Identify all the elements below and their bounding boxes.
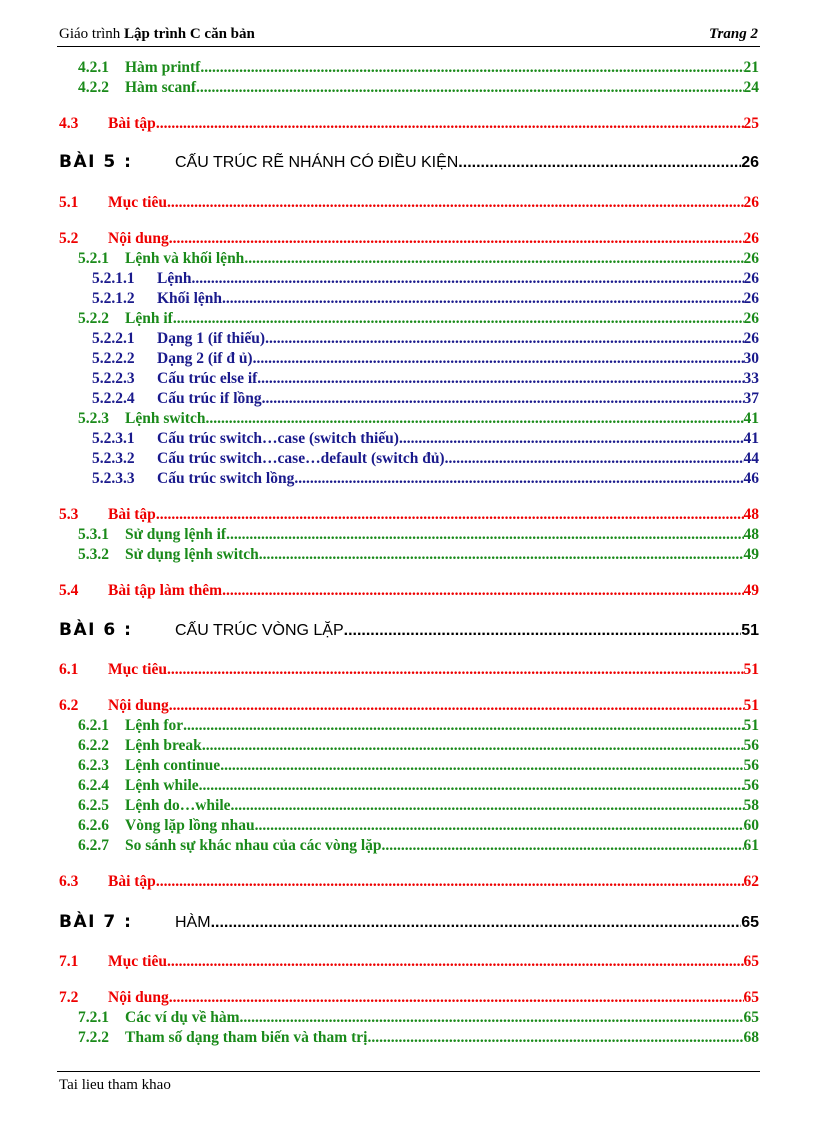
toc-entry[interactable] xyxy=(78,1008,759,1028)
toc-entry-page: 49 xyxy=(743,582,759,599)
toc-entry[interactable] xyxy=(78,836,759,856)
toc-leader-dots xyxy=(211,913,742,933)
toc-entry-page: 41 xyxy=(743,430,759,447)
toc-entry-page: 24 xyxy=(743,79,759,96)
toc-entry[interactable] xyxy=(59,660,759,680)
toc-entry[interactable] xyxy=(59,581,759,601)
toc-entry-number: 4.3 xyxy=(59,115,79,132)
toc-entry-number: 5.2.3.1 xyxy=(92,430,135,447)
toc-entry[interactable] xyxy=(78,58,759,78)
toc-entry-number: 6.2.4 xyxy=(78,777,109,794)
toc-entry-number: 5.2.2.2 xyxy=(92,350,135,367)
toc-entry-number: 6.2.1 xyxy=(78,717,109,734)
toc-entry-page: 65 xyxy=(743,989,759,1006)
toc-entry-page: 30 xyxy=(743,350,759,367)
toc-entry-title: Cấu trúc switch lồng xyxy=(157,470,295,487)
toc-entry-title: Cấu trúc switch…case…default (switch đủ) xyxy=(157,450,445,467)
toc-entry[interactable] xyxy=(78,309,759,329)
toc-entry-title: Lệnh xyxy=(157,270,192,287)
toc-entry-number: 5.2.2.1 xyxy=(92,330,135,347)
toc-entry-title: CẤU TRÚC RẼ NHÁNH CÓ ĐIỀU KIỆN xyxy=(175,154,459,171)
toc-leader-dots xyxy=(202,736,744,756)
toc-entry-page: 33 xyxy=(743,370,759,387)
toc-entry-number: 4.2.2 xyxy=(78,79,109,96)
toc-leader-dots xyxy=(200,58,743,78)
toc-entry[interactable] xyxy=(59,193,759,213)
toc-leader-dots xyxy=(458,153,741,173)
toc-entry-page: 37 xyxy=(743,390,759,407)
toc-leader-dots xyxy=(196,78,743,98)
toc-leader-dots xyxy=(169,988,744,1008)
toc-entry-page: 51 xyxy=(741,622,759,639)
toc-entry-title: Lệnh switch xyxy=(125,410,206,427)
toc-leader-dots xyxy=(183,716,743,736)
toc-entry-page: 62 xyxy=(743,873,759,890)
toc-entry[interactable] xyxy=(92,449,759,469)
toc-entry-page: 51 xyxy=(743,661,759,678)
toc-entry-page: 58 xyxy=(743,797,759,814)
toc-entry[interactable] xyxy=(59,505,759,525)
toc-entry-title: Vòng lặp lồng nhau xyxy=(125,817,255,834)
toc-entry[interactable] xyxy=(78,1028,759,1048)
toc-entry[interactable] xyxy=(92,269,759,289)
toc-entry-title: Cấu trúc if lồng xyxy=(157,390,262,407)
toc-entry-number: 7.2.1 xyxy=(78,1009,109,1026)
toc-entry-title: Tham số dạng tham biến và tham trị xyxy=(125,1029,368,1046)
toc-leader-dots xyxy=(156,505,744,525)
toc-entry-number: 5.3 xyxy=(59,506,79,523)
toc-entry-page: 48 xyxy=(743,506,759,523)
toc-entry[interactable] xyxy=(78,545,759,565)
toc-entry-title: Lệnh while xyxy=(125,777,199,794)
toc-entry-page: 60 xyxy=(743,817,759,834)
toc-entry-page: 26 xyxy=(743,290,759,307)
toc-entry[interactable] xyxy=(78,78,759,98)
toc-leader-dots xyxy=(222,581,743,601)
toc-entry-title: Lệnh for xyxy=(125,717,184,734)
toc-entry-page: 26 xyxy=(743,230,759,247)
toc-entry-title: Khối lệnh xyxy=(157,290,223,307)
toc-leader-dots xyxy=(199,776,744,796)
toc-entry-number: 5.2.1.1 xyxy=(92,270,135,287)
toc-entry[interactable] xyxy=(92,369,759,389)
toc-entry-title: Nội dung xyxy=(108,230,169,247)
toc-entry[interactable] xyxy=(59,952,759,972)
toc-entry[interactable] xyxy=(59,912,759,933)
toc-entry-number: 5.2 xyxy=(59,230,79,247)
toc-entry-number: 6.1 xyxy=(59,661,79,678)
toc-entry-number: 5.2.3.3 xyxy=(92,470,135,487)
toc-entry-page: 56 xyxy=(743,737,759,754)
toc-leader-dots xyxy=(259,545,744,565)
toc-entry-title: Nội dung xyxy=(108,989,169,1006)
toc-entry-title: Mục tiêu xyxy=(108,953,167,970)
toc-entry-page: 26 xyxy=(743,250,759,267)
toc-leader-dots xyxy=(173,309,744,329)
toc-entry[interactable] xyxy=(78,249,759,269)
toc-entry-page: 26 xyxy=(741,154,759,171)
toc-entry[interactable] xyxy=(92,389,759,409)
toc-entry-title: Mục tiêu xyxy=(108,194,167,211)
toc-leader-dots xyxy=(382,836,744,856)
toc-entry-number: 6.2.3 xyxy=(78,757,109,774)
toc-entry-page: 26 xyxy=(743,270,759,287)
toc-entry-page: 26 xyxy=(743,194,759,211)
toc-entry-page: 65 xyxy=(743,1009,759,1026)
toc-entry-title: Các ví dụ về hàm xyxy=(125,1009,240,1026)
toc-entry-number: BÀI 5 : xyxy=(59,152,133,172)
toc-entry-page: 51 xyxy=(743,697,759,714)
toc-entry-page: 56 xyxy=(743,777,759,794)
toc-leader-dots xyxy=(169,229,744,249)
toc-entry-title: Bài tập làm thêm xyxy=(108,582,223,599)
toc-leader-dots xyxy=(167,193,744,213)
toc-entry[interactable] xyxy=(78,525,759,545)
toc-entry-number: 6.3 xyxy=(59,873,79,890)
toc-entry-title: Dạng 2 (if đ ủ) xyxy=(157,350,253,367)
toc-entry-page: 21 xyxy=(743,59,759,76)
toc-entry-title: CẤU TRÚC VÒNG LẶP xyxy=(175,622,344,639)
toc-leader-dots xyxy=(367,1028,743,1048)
toc-leader-dots xyxy=(262,389,744,409)
toc-entry-title: Bài tập xyxy=(108,873,156,890)
toc-entry-number: 6.2.5 xyxy=(78,797,109,814)
toc-leader-dots xyxy=(344,621,742,641)
toc-entry-number: 6.2.7 xyxy=(78,837,109,854)
toc-entry-title: So sánh sự khác nhau của các vòng lặp xyxy=(125,837,382,854)
toc-entry-title: Hàm scanf xyxy=(125,79,197,96)
toc-leader-dots xyxy=(399,429,744,449)
toc-entry[interactable] xyxy=(78,796,759,816)
toc-entry-number: 5.2.1 xyxy=(78,250,109,267)
toc-entry-page: 51 xyxy=(743,717,759,734)
toc-entry[interactable] xyxy=(59,696,759,716)
toc-entry-title: Lệnh và khối lệnh xyxy=(125,250,245,267)
toc-leader-dots xyxy=(156,114,744,134)
toc-entry[interactable] xyxy=(92,469,759,489)
toc-entry-title: Sử dụng lệnh switch xyxy=(125,546,259,563)
toc-leader-dots xyxy=(294,469,743,489)
toc-entry-number: 6.2 xyxy=(59,697,79,714)
toc-entry-number: 5.2.2.4 xyxy=(92,390,135,407)
page-footer: Tai lieu tham khao xyxy=(57,1071,760,1094)
toc-entry-number: 7.2.2 xyxy=(78,1029,109,1046)
toc-entry-page: 65 xyxy=(741,914,759,931)
toc-entry-page: 49 xyxy=(743,546,759,563)
toc-entry-title: Cấu trúc switch…case (switch thiếu) xyxy=(157,430,399,447)
toc-leader-dots xyxy=(169,696,744,716)
toc-leader-dots xyxy=(257,369,743,389)
toc-entry[interactable] xyxy=(78,716,759,736)
toc-entry-number: 5.3.2 xyxy=(78,546,109,563)
toc-entry-number: 5.4 xyxy=(59,582,79,599)
toc-entry-number: 4.2.1 xyxy=(78,59,109,76)
toc-entry-page: 61 xyxy=(743,837,759,854)
toc-entry-title: HÀM xyxy=(175,914,211,931)
toc-entry-number: 6.2.2 xyxy=(78,737,109,754)
toc-leader-dots xyxy=(445,449,744,469)
toc-leader-dots xyxy=(231,796,744,816)
toc-entry-number: 5.2.2 xyxy=(78,310,109,327)
toc-entry-page: 48 xyxy=(743,526,759,543)
toc-entry[interactable] xyxy=(78,816,759,836)
toc-entry-number: 5.1 xyxy=(59,194,79,211)
toc-entry-page: 25 xyxy=(743,115,759,132)
toc-entry-number: 5.3.1 xyxy=(78,526,109,543)
toc-entry-title: Mục tiêu xyxy=(108,661,167,678)
toc-leader-dots xyxy=(220,756,743,776)
toc-entry-title: Lệnh if xyxy=(125,310,173,327)
toc-entry-number: BÀI 7 : xyxy=(59,912,133,932)
toc-entry[interactable] xyxy=(59,872,759,892)
toc-entry[interactable] xyxy=(92,429,759,449)
toc-entry-title: Lệnh do…while xyxy=(125,797,231,814)
toc-entry[interactable] xyxy=(92,329,759,349)
toc-entry-number: 7.2 xyxy=(59,989,79,1006)
course-title: Giáo trình Lập trình C căn bản xyxy=(59,26,255,42)
toc-leader-dots xyxy=(167,952,744,972)
toc-entry-number: 7.1 xyxy=(59,953,79,970)
toc-leader-dots xyxy=(191,269,743,289)
toc-leader-dots xyxy=(156,872,744,892)
toc-entry-number: 5.2.3 xyxy=(78,410,109,427)
toc-entry[interactable] xyxy=(78,409,759,429)
toc-entry-page: 26 xyxy=(743,310,759,327)
toc-entry-number: 6.2.6 xyxy=(78,817,109,834)
toc-leader-dots xyxy=(240,1008,744,1028)
toc-leader-dots xyxy=(226,525,743,545)
toc-entry[interactable] xyxy=(92,349,759,369)
toc-entry[interactable] xyxy=(59,114,759,134)
toc-leader-dots xyxy=(244,249,743,269)
toc-entry-title: Dạng 1 (if thiếu) xyxy=(157,330,266,347)
toc-entry-title: Cấu trúc else if xyxy=(157,370,258,387)
toc-entry[interactable] xyxy=(78,736,759,756)
toc-leader-dots xyxy=(222,289,743,309)
toc-entry-page: 26 xyxy=(743,330,759,347)
toc-entry[interactable] xyxy=(78,756,759,776)
toc-entry-title: Lệnh break xyxy=(125,737,202,754)
page-number: Trang 2 xyxy=(708,26,758,42)
toc-entry-title: Sử dụng lệnh if xyxy=(125,526,227,543)
toc-entry-title: Bài tập xyxy=(108,115,156,132)
toc-entry-title: Nội dung xyxy=(108,697,169,714)
toc-entry-page: 56 xyxy=(743,757,759,774)
toc-entry-page: 41 xyxy=(743,410,759,427)
toc-entry[interactable] xyxy=(92,289,759,309)
toc-leader-dots xyxy=(167,660,744,680)
toc-entry-page: 65 xyxy=(743,953,759,970)
toc-entry-title: Lệnh continue xyxy=(125,757,221,774)
toc-entry-number: 5.2.3.2 xyxy=(92,450,135,467)
toc-leader-dots xyxy=(255,816,744,836)
toc-entry[interactable] xyxy=(78,776,759,796)
toc-entry-page: 46 xyxy=(743,470,759,487)
toc-entry-title: Bài tập xyxy=(108,506,156,523)
toc-entry-number: 5.2.2.3 xyxy=(92,370,135,387)
toc-entry[interactable] xyxy=(59,152,759,173)
toc-entry[interactable] xyxy=(59,988,759,1008)
toc-entry-page: 44 xyxy=(743,450,759,467)
toc-leader-dots xyxy=(253,349,744,369)
toc-leader-dots xyxy=(265,329,743,349)
toc-entry-page: 68 xyxy=(743,1029,759,1046)
toc-leader-dots xyxy=(206,409,744,429)
toc-entry-title: Hàm printf xyxy=(125,59,201,76)
toc-entry-number: BÀI 6 : xyxy=(59,620,133,640)
toc-entry[interactable] xyxy=(59,620,759,641)
toc-entry[interactable] xyxy=(59,229,759,249)
toc-entry-number: 5.2.1.2 xyxy=(92,290,135,307)
